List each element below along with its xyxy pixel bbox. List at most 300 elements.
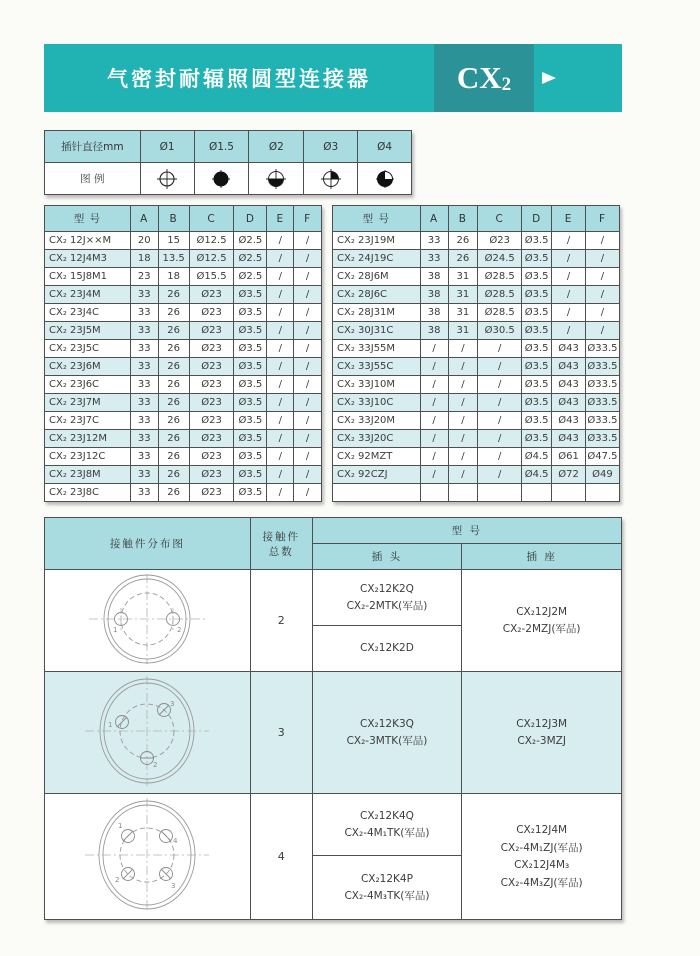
value-cell: / [267, 466, 294, 484]
spec-row [45, 250, 322, 268]
value-cell: 38 [420, 304, 448, 322]
value-cell: / [267, 484, 294, 502]
value-cell: Ø2.5 [234, 268, 267, 286]
value-cell: / [448, 394, 478, 412]
spec-row [333, 250, 620, 268]
spec-row [45, 394, 322, 412]
value-cell: / [478, 412, 522, 430]
plug-header: 插 头 [312, 544, 462, 570]
value-cell: Ø33.5 [585, 430, 619, 448]
value-cell: Ø61 [552, 448, 586, 466]
value-cell: 38 [420, 268, 448, 286]
contact-count-line2: 总数 [268, 545, 294, 558]
value-cell: / [294, 304, 322, 322]
value-cell: / [448, 448, 478, 466]
value-cell: / [420, 430, 448, 448]
value-cell: Ø3.5 [234, 304, 267, 322]
diameter-2: Ø2 [249, 131, 304, 163]
value-cell: / [294, 268, 322, 286]
value-cell: 31 [448, 304, 478, 322]
value-cell: 33 [130, 304, 158, 322]
plug-models-4pin-a [312, 794, 462, 856]
value-cell: Ø23 [189, 286, 234, 304]
model-cell: CX₂ 23J7M [45, 394, 131, 412]
col-model: 型 号 [45, 206, 131, 232]
model-cell: CX₂ 33J55C [333, 358, 421, 376]
value-cell: 33 [130, 412, 158, 430]
value-cell: Ø4.5 [522, 466, 552, 484]
col-d: D [234, 206, 267, 232]
value-cell: 26 [158, 340, 189, 358]
spec-row [333, 376, 620, 394]
value-cell: / [478, 466, 522, 484]
value-cell: 38 [420, 322, 448, 340]
model-cell: CX₂ 30J31C [333, 322, 421, 340]
model-cell: CX₂ 28J6C [333, 286, 421, 304]
value-cell [552, 484, 586, 502]
socket-models-3pin [462, 672, 622, 794]
pin-diameter-label: 插针直径mm [45, 131, 141, 163]
col-d: D [522, 206, 552, 232]
contact-diagram-4pin [72, 796, 222, 914]
value-cell: Ø15.5 [189, 268, 234, 286]
value-cell: Ø3.5 [234, 322, 267, 340]
plug-models-3pin [312, 672, 462, 794]
spec-row [333, 484, 620, 502]
spec-row [333, 412, 620, 430]
value-cell: / [478, 358, 522, 376]
value-cell: / [294, 286, 322, 304]
model-line: CX₂12J4M₃ [514, 859, 570, 871]
spec-row [45, 340, 322, 358]
value-cell: Ø23 [189, 484, 234, 502]
value-cell: / [294, 448, 322, 466]
contact-diagram-2pin [77, 572, 217, 666]
distribution-diagram-header: 接触件分布图 [45, 518, 251, 570]
value-cell: / [552, 286, 586, 304]
value-cell: 31 [448, 322, 478, 340]
value-cell: / [552, 322, 586, 340]
model-cell: CX₂ 23J6M [45, 358, 131, 376]
model-cell: CX₂ 23J12M [45, 430, 131, 448]
value-cell: 26 [448, 250, 478, 268]
value-cell: / [585, 286, 619, 304]
value-cell: 33 [420, 232, 448, 250]
model-cell: CX₂ 28J31M [333, 304, 421, 322]
pin-label: 2 [177, 626, 182, 634]
value-cell: Ø23 [189, 376, 234, 394]
spec-row [333, 340, 620, 358]
value-cell: / [294, 250, 322, 268]
value-cell: / [267, 340, 294, 358]
value-cell: / [448, 430, 478, 448]
pin-diameter-legend-table [44, 130, 412, 195]
value-cell: / [267, 394, 294, 412]
model-cell: CX₂ 23J8M [45, 466, 131, 484]
value-cell: Ø3.5 [234, 286, 267, 304]
series-code-main: CX [456, 60, 502, 95]
value-cell: Ø3.5 [522, 430, 552, 448]
model-cell: CX₂ 92MZT [333, 448, 421, 466]
value-cell: Ø23 [189, 340, 234, 358]
value-cell: Ø23 [189, 322, 234, 340]
model-cell: CX₂ 23J8C [45, 484, 131, 502]
value-cell: 18 [130, 250, 158, 268]
legend-header-row [45, 131, 412, 163]
value-cell: Ø28.5 [478, 268, 522, 286]
model-cell: CX₂ 12J××M [45, 232, 131, 250]
value-cell: 33 [130, 358, 158, 376]
model-line: CX₂12J2M [516, 605, 568, 618]
model-line: CX₂-2MTK(军品) [346, 600, 428, 613]
contact-row-3pin [45, 672, 622, 794]
value-cell: Ø23 [189, 430, 234, 448]
model-line: CX₂-2MZJ(军品) [502, 623, 581, 635]
contact-row-4pin [45, 794, 622, 856]
value-cell: / [478, 394, 522, 412]
value-cell: 26 [158, 286, 189, 304]
page-title: 气密封耐辐照圆型连接器 [107, 67, 371, 91]
value-cell: / [267, 232, 294, 250]
model-cell: CX₂ 24J19C [333, 250, 421, 268]
col-c: C [189, 206, 234, 232]
model-cell: CX₂ 23J12C [45, 448, 131, 466]
value-cell: Ø28.5 [478, 304, 522, 322]
spec-table-right [332, 205, 620, 502]
contact-count-2: 2 [250, 570, 312, 672]
plug-models-4pin-b [312, 856, 462, 920]
value-cell: 33 [130, 394, 158, 412]
value-cell: / [478, 448, 522, 466]
value-cell: Ø23 [478, 232, 522, 250]
value-cell: / [420, 412, 448, 430]
value-cell: / [448, 340, 478, 358]
value-cell: Ø3.5 [522, 322, 552, 340]
value-cell: 26 [448, 232, 478, 250]
spec-row [333, 358, 620, 376]
model-line: CX₂12K4Q [359, 809, 414, 822]
value-cell: / [585, 304, 619, 322]
value-cell: Ø3.5 [522, 250, 552, 268]
spec-row [45, 412, 322, 430]
value-cell: Ø2.5 [234, 232, 267, 250]
value-cell: / [267, 268, 294, 286]
value-cell: 33 [130, 484, 158, 502]
contact-arrangement-table [44, 517, 622, 920]
value-cell: Ø43 [552, 412, 586, 430]
value-cell: Ø43 [552, 358, 586, 376]
model-cell: CX₂ 23J19M [333, 232, 421, 250]
value-cell: / [448, 412, 478, 430]
value-cell: Ø3.5 [234, 448, 267, 466]
model-cell [333, 484, 421, 502]
value-cell: Ø3.5 [234, 340, 267, 358]
model-line: CX₂12K2Q [359, 582, 414, 595]
value-cell: Ø33.5 [585, 340, 619, 358]
contact-count-header [250, 518, 312, 570]
spec-row [333, 286, 620, 304]
model-line: CX₂12J3M [516, 717, 568, 730]
value-cell: Ø3.5 [522, 304, 552, 322]
series-code-subscript: 2 [501, 74, 512, 95]
value-cell: 33 [130, 466, 158, 484]
spec-row [45, 466, 322, 484]
value-cell: / [478, 430, 522, 448]
value-cell: / [267, 412, 294, 430]
pin-three-quarter-filled-icon [373, 167, 397, 191]
socket-header: 插 座 [462, 544, 622, 570]
value-cell: / [294, 322, 322, 340]
model-cell: CX₂ 23J4C [45, 304, 131, 322]
value-cell: Ø43 [552, 340, 586, 358]
model-cell: CX₂ 15J8M1 [45, 268, 131, 286]
col-f: F [294, 206, 322, 232]
value-cell: Ø3.5 [522, 268, 552, 286]
model-line: CX₂-4M₃TK(军品) [344, 890, 430, 903]
value-cell: / [478, 376, 522, 394]
spec-right-body [333, 232, 620, 502]
pin-label: 1 [113, 626, 118, 634]
model-line: CX₂-3MZJ [517, 735, 566, 747]
value-cell [522, 484, 552, 502]
legend-icon-row [45, 163, 412, 195]
value-cell: / [267, 358, 294, 376]
value-cell: / [448, 376, 478, 394]
col-e: E [552, 206, 586, 232]
value-cell: Ø3.5 [522, 376, 552, 394]
pin-label: 3 [171, 882, 176, 890]
model-line: CX₂-4M₁TK(军品) [344, 827, 430, 840]
model-cell: CX₂ 33J10C [333, 394, 421, 412]
value-cell: Ø43 [552, 430, 586, 448]
value-cell: Ø3.5 [234, 412, 267, 430]
value-cell: / [448, 466, 478, 484]
diameter-1: Ø1 [140, 131, 194, 163]
value-cell: / [294, 340, 322, 358]
model-cell: CX₂ 33J20M [333, 412, 421, 430]
value-cell: / [585, 268, 619, 286]
value-cell: 13.5 [158, 250, 189, 268]
pin-label: 2 [115, 876, 120, 884]
value-cell: Ø3.5 [234, 484, 267, 502]
value-cell [585, 484, 619, 502]
spec-row [45, 268, 322, 286]
model-cell: CX₂ 33J55M [333, 340, 421, 358]
value-cell: 33 [130, 448, 158, 466]
spec-row [333, 394, 620, 412]
plug-models-2pin-b [312, 626, 462, 672]
diameter-4: Ø4 [358, 131, 412, 163]
value-cell: Ø23 [189, 358, 234, 376]
value-cell [478, 484, 522, 502]
spec-row [45, 322, 322, 340]
pin-solid-filled-icon [209, 167, 233, 191]
spec-row [45, 430, 322, 448]
value-cell: / [585, 250, 619, 268]
value-cell: 38 [420, 286, 448, 304]
spec-row [333, 322, 620, 340]
spec-row [45, 232, 322, 250]
value-cell: 26 [158, 448, 189, 466]
value-cell: Ø43 [552, 376, 586, 394]
model-cell: CX₂ 92CZJ [333, 466, 421, 484]
model-cell: CX₂ 12J4M3 [45, 250, 131, 268]
value-cell: / [267, 286, 294, 304]
contact-count-4: 4 [250, 794, 312, 920]
value-cell: / [267, 430, 294, 448]
spec-row [333, 448, 620, 466]
pin-label: 4 [173, 837, 178, 845]
col-b: B [158, 206, 189, 232]
value-cell: Ø3.5 [522, 412, 552, 430]
value-cell: 26 [158, 484, 189, 502]
value-cell: Ø23 [189, 466, 234, 484]
value-cell: Ø12.5 [189, 250, 234, 268]
value-cell: / [294, 484, 322, 502]
value-cell: / [585, 322, 619, 340]
value-cell: / [552, 232, 586, 250]
model-cell: CX₂ 23J6C [45, 376, 131, 394]
value-cell: 23 [130, 268, 158, 286]
value-cell: 31 [448, 268, 478, 286]
model-line: CX₂-4M₃ZJ(军品) [500, 876, 583, 889]
col-a: A [420, 206, 448, 232]
pin-label: 1 [108, 721, 113, 729]
value-cell: / [294, 358, 322, 376]
value-cell: Ø3.5 [522, 286, 552, 304]
value-cell: Ø12.5 [189, 232, 234, 250]
col-b: B [448, 206, 478, 232]
value-cell: / [552, 304, 586, 322]
pin-open-crosshair-icon [155, 167, 179, 191]
plug-models-2pin-a [312, 570, 462, 626]
model-line: CX₂12K2D [360, 642, 414, 655]
value-cell: 26 [158, 376, 189, 394]
model-line: CX₂-4M₁ZJ(军品) [500, 841, 583, 854]
spec-row [45, 448, 322, 466]
socket-models-2pin [462, 570, 622, 672]
spec-row [333, 232, 620, 250]
value-cell: / [267, 448, 294, 466]
value-cell: 26 [158, 394, 189, 412]
value-cell: Ø33.5 [585, 394, 619, 412]
value-cell: / [420, 466, 448, 484]
value-cell: / [585, 232, 619, 250]
pin-label: 1 [118, 822, 123, 830]
value-cell: Ø4.5 [522, 448, 552, 466]
spec-left-header-row [45, 206, 322, 232]
spec-left-body [45, 232, 322, 502]
value-cell [420, 484, 448, 502]
value-cell: Ø3.5 [522, 340, 552, 358]
value-cell: 26 [158, 304, 189, 322]
value-cell: / [294, 430, 322, 448]
value-cell: / [294, 376, 322, 394]
value-cell: Ø33.5 [585, 358, 619, 376]
value-cell: 33 [130, 376, 158, 394]
model-header: 型 号 [312, 518, 621, 544]
value-cell: Ø33.5 [585, 376, 619, 394]
value-cell: 33 [420, 250, 448, 268]
value-cell: Ø49 [585, 466, 619, 484]
col-f: F [585, 206, 619, 232]
value-cell: Ø3.5 [522, 358, 552, 376]
model-cell: CX₂ 28J6M [333, 268, 421, 286]
value-cell: Ø23 [189, 412, 234, 430]
value-cell: Ø3.5 [234, 394, 267, 412]
spec-row [333, 268, 620, 286]
value-cell: / [267, 250, 294, 268]
value-cell: / [294, 412, 322, 430]
model-line: CX₂12K4P [360, 872, 413, 885]
value-cell: 20 [130, 232, 158, 250]
contact-row-2pin [45, 570, 622, 626]
value-cell: / [267, 304, 294, 322]
value-cell: Ø3.5 [522, 394, 552, 412]
value-cell: 26 [158, 466, 189, 484]
pin-bottom-half-filled-icon [264, 167, 288, 191]
model-line: CX₂-3MTK(军品) [346, 735, 428, 747]
value-cell: Ø3.5 [234, 376, 267, 394]
value-cell: Ø43 [552, 394, 586, 412]
diameter-3: Ø3 [304, 131, 358, 163]
model-cell: CX₂ 33J10M [333, 376, 421, 394]
contact-count-3: 3 [250, 672, 312, 794]
value-cell: Ø2.5 [234, 250, 267, 268]
value-cell: Ø3.5 [522, 232, 552, 250]
value-cell: Ø33.5 [585, 412, 619, 430]
value-cell: 26 [158, 412, 189, 430]
model-cell: CX₂ 23J5C [45, 340, 131, 358]
spec-row [45, 286, 322, 304]
value-cell: Ø23 [189, 304, 234, 322]
col-e: E [267, 206, 294, 232]
spec-row [45, 358, 322, 376]
value-cell: / [294, 466, 322, 484]
value-cell: Ø3.5 [234, 430, 267, 448]
value-cell: 26 [158, 322, 189, 340]
value-cell: 33 [130, 286, 158, 304]
series-code-badge [434, 44, 534, 112]
banner-arrow-area [534, 44, 622, 112]
pin-topright-quadrant-icon [319, 167, 343, 191]
value-cell: 33 [130, 322, 158, 340]
spec-row [333, 430, 620, 448]
value-cell: / [420, 358, 448, 376]
spec-row [333, 466, 620, 484]
spec-row [45, 376, 322, 394]
value-cell: Ø3.5 [234, 466, 267, 484]
value-cell: Ø23 [189, 394, 234, 412]
spec-row [333, 304, 620, 322]
value-cell: Ø24.5 [478, 250, 522, 268]
value-cell: 26 [158, 430, 189, 448]
value-cell: 18 [158, 268, 189, 286]
model-line: CX₂12J4M [516, 824, 568, 836]
contact-header-row-1 [45, 518, 622, 544]
value-cell: Ø28.5 [478, 286, 522, 304]
value-cell [448, 484, 478, 502]
pin-label: 3 [170, 700, 175, 708]
value-cell: / [448, 358, 478, 376]
contact-diagram-3pin [72, 674, 222, 788]
value-cell: Ø72 [552, 466, 586, 484]
value-cell: / [267, 322, 294, 340]
value-cell: 31 [448, 286, 478, 304]
col-c: C [478, 206, 522, 232]
value-cell: Ø47.5 [585, 448, 619, 466]
spec-row [45, 484, 322, 502]
